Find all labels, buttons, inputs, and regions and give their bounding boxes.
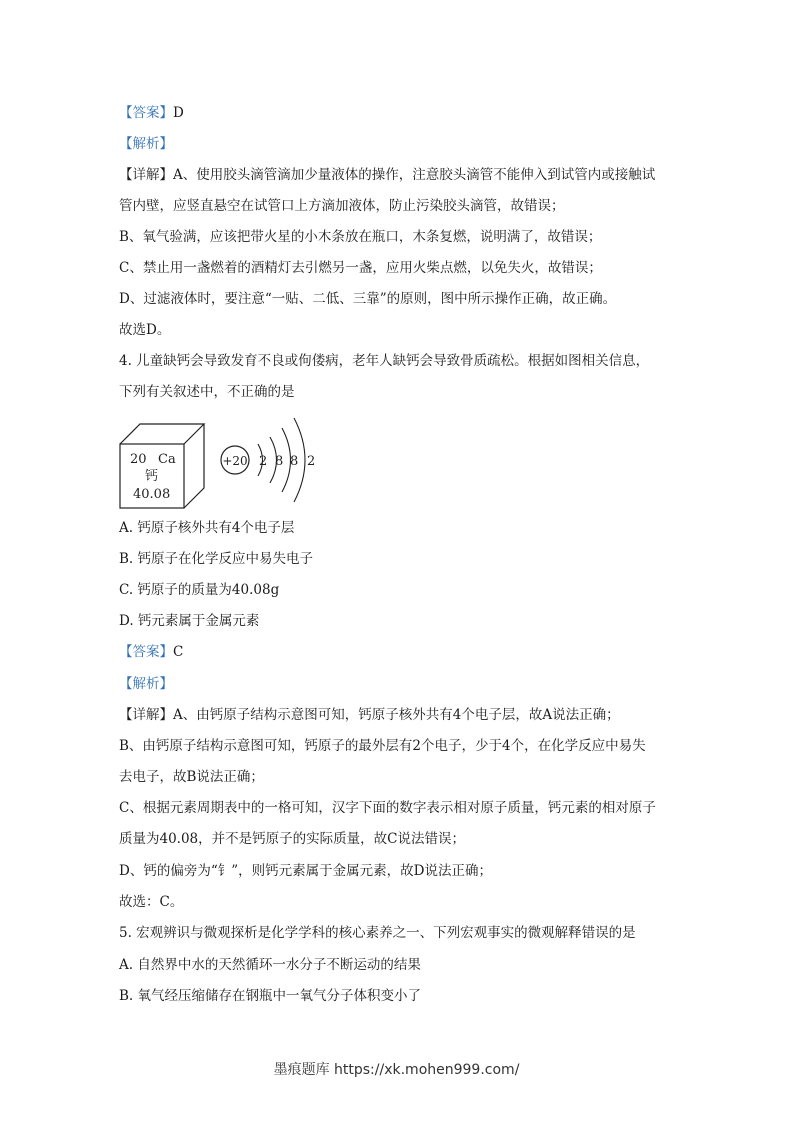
q4-detail-line: B、由钙原子结构示意图可知，钙原子的最外层有2个电子，少于4个，在化学反应中易失: [119, 738, 646, 754]
shell-electron-count: 2: [259, 454, 268, 469]
q4-detail-line: 【详解】A、由钙原子结构示意图可知，钙原子核外共有4个电子层，故A说法正确；: [119, 707, 620, 723]
answer-tag: 【答案】: [119, 105, 173, 121]
shell-electron-count: 2: [307, 454, 316, 469]
element-symbol: Ca: [158, 452, 176, 467]
q4-stem-line: 4. 儿童缺钙会导致发育不良或佝偻病，老年人缺钙会导致骨质疏松。根据如图相关信息，: [119, 353, 650, 369]
footer-watermark: 墨痕题库 https://xk.mohen999.com/: [273, 1062, 520, 1078]
q5-option: B. 氧气经压缩储存在钢瓶中一氧气分子体积变小了: [119, 988, 422, 1004]
q4-detail-line: D、钙的偏旁为“钅”，则钙元素属于金属元素，故D说法正确；: [119, 863, 492, 879]
answer-value: C: [173, 644, 184, 660]
answer-value: D: [173, 105, 184, 121]
q3-answer: [119, 103, 184, 123]
element-name: 钙: [145, 469, 159, 484]
answer-tag: 【答案】: [119, 644, 173, 660]
q4-option: A. 钙原子核外共有4个电子层: [119, 520, 295, 536]
q4-detail-line: 质量为40.08，并不是钙原子的实际质量，故C说法错误；: [119, 831, 465, 847]
nucleus-charge: +20: [222, 454, 248, 468]
q4-stem-line: 下列有关叙述中，不正确的是: [119, 384, 295, 400]
q4-answer: [119, 642, 183, 662]
q3-analysis-tag: 【解析】: [119, 136, 173, 152]
atomic-number: 20: [130, 452, 147, 467]
q3-detail-line: 管内壁，应竖直悬空在试管口上方滴加液体，防止污染胶头滴管，故错误；: [119, 198, 565, 214]
atomic-mass: 40.08: [133, 487, 171, 502]
q4-option: B. 钙原子在化学反应中易失电子: [119, 551, 314, 567]
q4-detail-line: C、根据元素周期表中的一格可知，汉字下面的数字表示相对原子质量，钙元素的相对原子: [119, 800, 656, 816]
atom-structure-diagram: [221, 418, 315, 502]
q4-detail-line: 故选：C。: [119, 894, 184, 910]
q5-stem: 5. 宏观辨识与微观探析是化学学科的核心素养之一、下列宏观事实的微观解释错误的是: [119, 925, 636, 941]
shell-electron-count: 8: [275, 454, 284, 469]
q3-detail-line: C、禁止用一盏燃着的酒精灯去引燃另一盏，应用火柴点燃，以免失火，故错误；: [119, 260, 602, 276]
q3-detail-line: D、过滤液体时，要注意“一贴、二低、三靠”的原则，图中所示操作正确，故正确。: [119, 291, 617, 307]
q3-detail-line: 【详解】A、使用胶头滴管滴加少量液体的操作，注意胶头滴管不能伸入到试管内或接触试: [119, 167, 656, 183]
q4-detail-line: 去电子，故B说法正确；: [119, 769, 264, 785]
calcium-figure: [118, 410, 328, 510]
shell-electron-count: 8: [290, 454, 299, 469]
q3-detail-line: B、氧气验满，应该把带火星的小木条放在瓶口，木条复燃，说明满了，故错误；: [119, 229, 602, 245]
q3-detail-line: 故选D。: [119, 322, 171, 338]
q4-option: C. 钙原子的质量为40.08g: [119, 582, 280, 598]
q4-analysis-tag: 【解析】: [119, 676, 173, 692]
q4-option: D. 钙元素属于金属元素: [119, 613, 260, 629]
q5-option: A. 自然界中水的天然循环一水分子不断运动的结果: [119, 957, 421, 973]
